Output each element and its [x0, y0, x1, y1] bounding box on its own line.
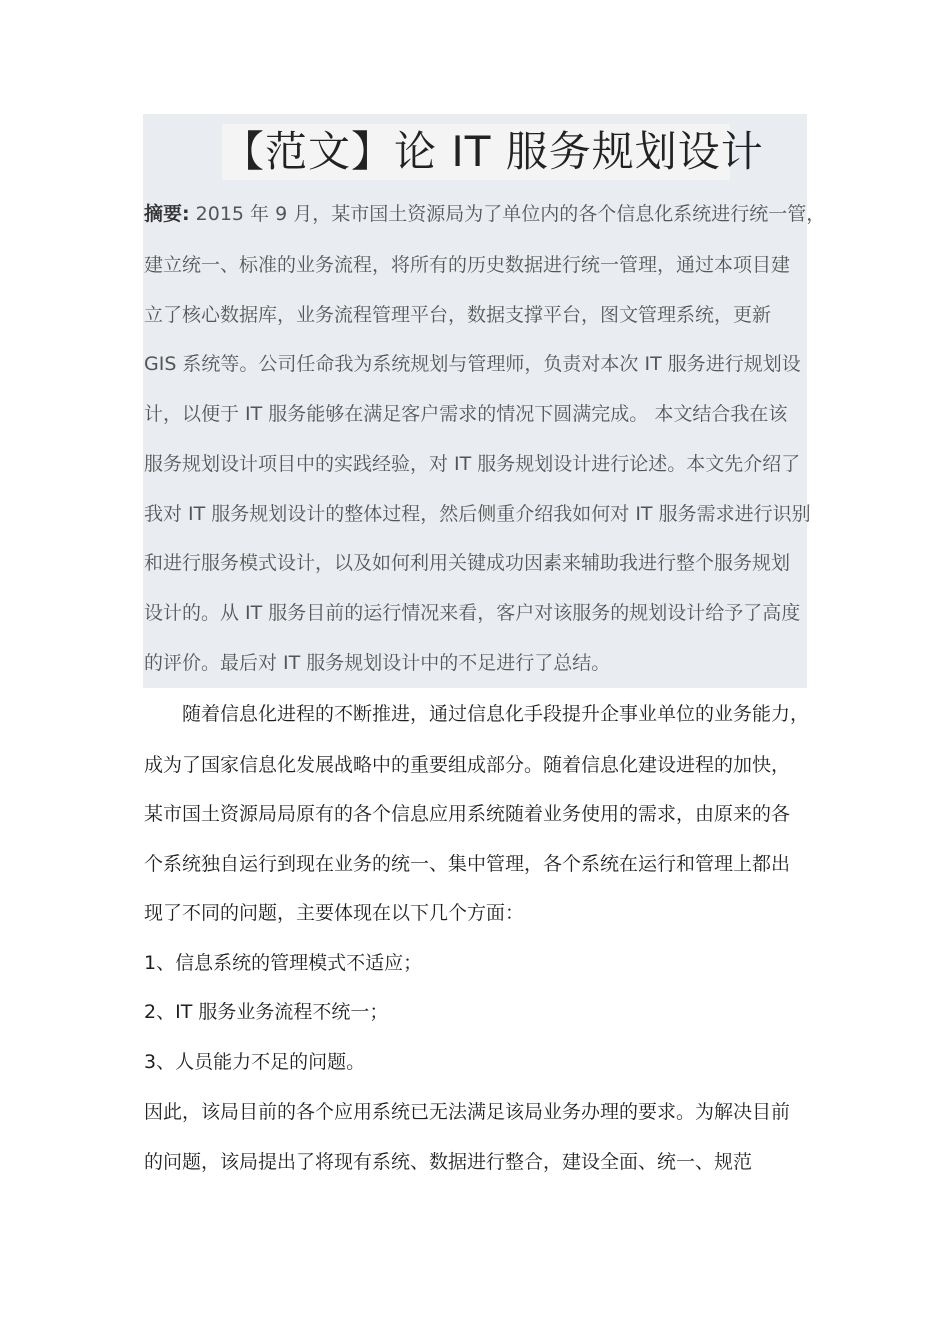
- abstract-text: 2015 年 9 月，某市国土资源局为了单位内的各个信息化系统进行统一管，: [189, 203, 826, 225]
- body-line-9: 因此，该局目前的各个应用系统已无法满足该局业务办理的要求。为解决目前: [144, 1101, 791, 1123]
- list-item-1: 1、信息系统的管理模式不适应；: [144, 952, 423, 974]
- body-line-4: 个系统独自运行到现在业务的统一、集中管理，各个系统在运行和管理上都出: [144, 853, 791, 875]
- document-title: 【范文】论 IT 服务规划设计: [222, 124, 730, 180]
- body-line-3: 某市国土资源局局原有的各个信息应用系统随着业务使用的需求，由原来的各: [144, 803, 791, 825]
- body-line-5: 现了不同的问题，主要体现在以下几个方面：: [144, 902, 525, 924]
- abstract-line-10: 的评价。最后对 IT 服务规划设计中的不足进行了总结。: [144, 652, 611, 674]
- abstract-line-1: [144, 201, 825, 227]
- list-item-3: 3、人员能力不足的问题。: [144, 1051, 366, 1073]
- abstract-label: 摘要:: [144, 203, 190, 225]
- abstract-line-8: 和进行服务模式设计，以及如何利用关键成功因素来辅助我进行整个服务规划: [144, 552, 791, 574]
- body-line-1: 随着信息化进程的不断推进，通过信息化手段提升企事业单位的业务能力，: [144, 703, 810, 725]
- abstract-line-7: 我对 IT 服务规划设计的整体过程，然后侧重介绍我如何对 IT 服务需求进行识别: [144, 503, 811, 525]
- abstract-line-5: 计，以便于 IT 服务能够在满足客户需求的情况下圆满完成。 本文结合我在该: [144, 403, 788, 425]
- abstract-line-9: 设计的。从 IT 服务目前的运行情况来看，客户对该服务的规划设计给予了高度: [144, 602, 801, 624]
- body-line-2: 成为了国家信息化发展战略中的重要组成部分。随着信息化建设进程的加快，: [144, 754, 791, 776]
- list-item-2: 2、IT 服务业务流程不统一；: [144, 1001, 389, 1023]
- abstract-line-4: GIS 系统等。公司任命我为系统规划与管理师，负责对本次 IT 服务进行规划设: [144, 353, 801, 375]
- body-line-10: 的问题，该局提出了将现有系统、数据进行整合，建设全面、统一、规范: [144, 1151, 753, 1173]
- abstract-line-3: 立了核心数据库，业务流程管理平台，数据支撑平台，图文管理系统，更新: [144, 304, 772, 326]
- abstract-line-2: 建立统一、标准的业务流程，将所有的历史数据进行统一管理，通过本项目建: [144, 254, 791, 276]
- abstract-line-6: 服务规划设计项目中的实践经验，对 IT 服务规划设计进行论述。本文先介绍了: [144, 453, 801, 475]
